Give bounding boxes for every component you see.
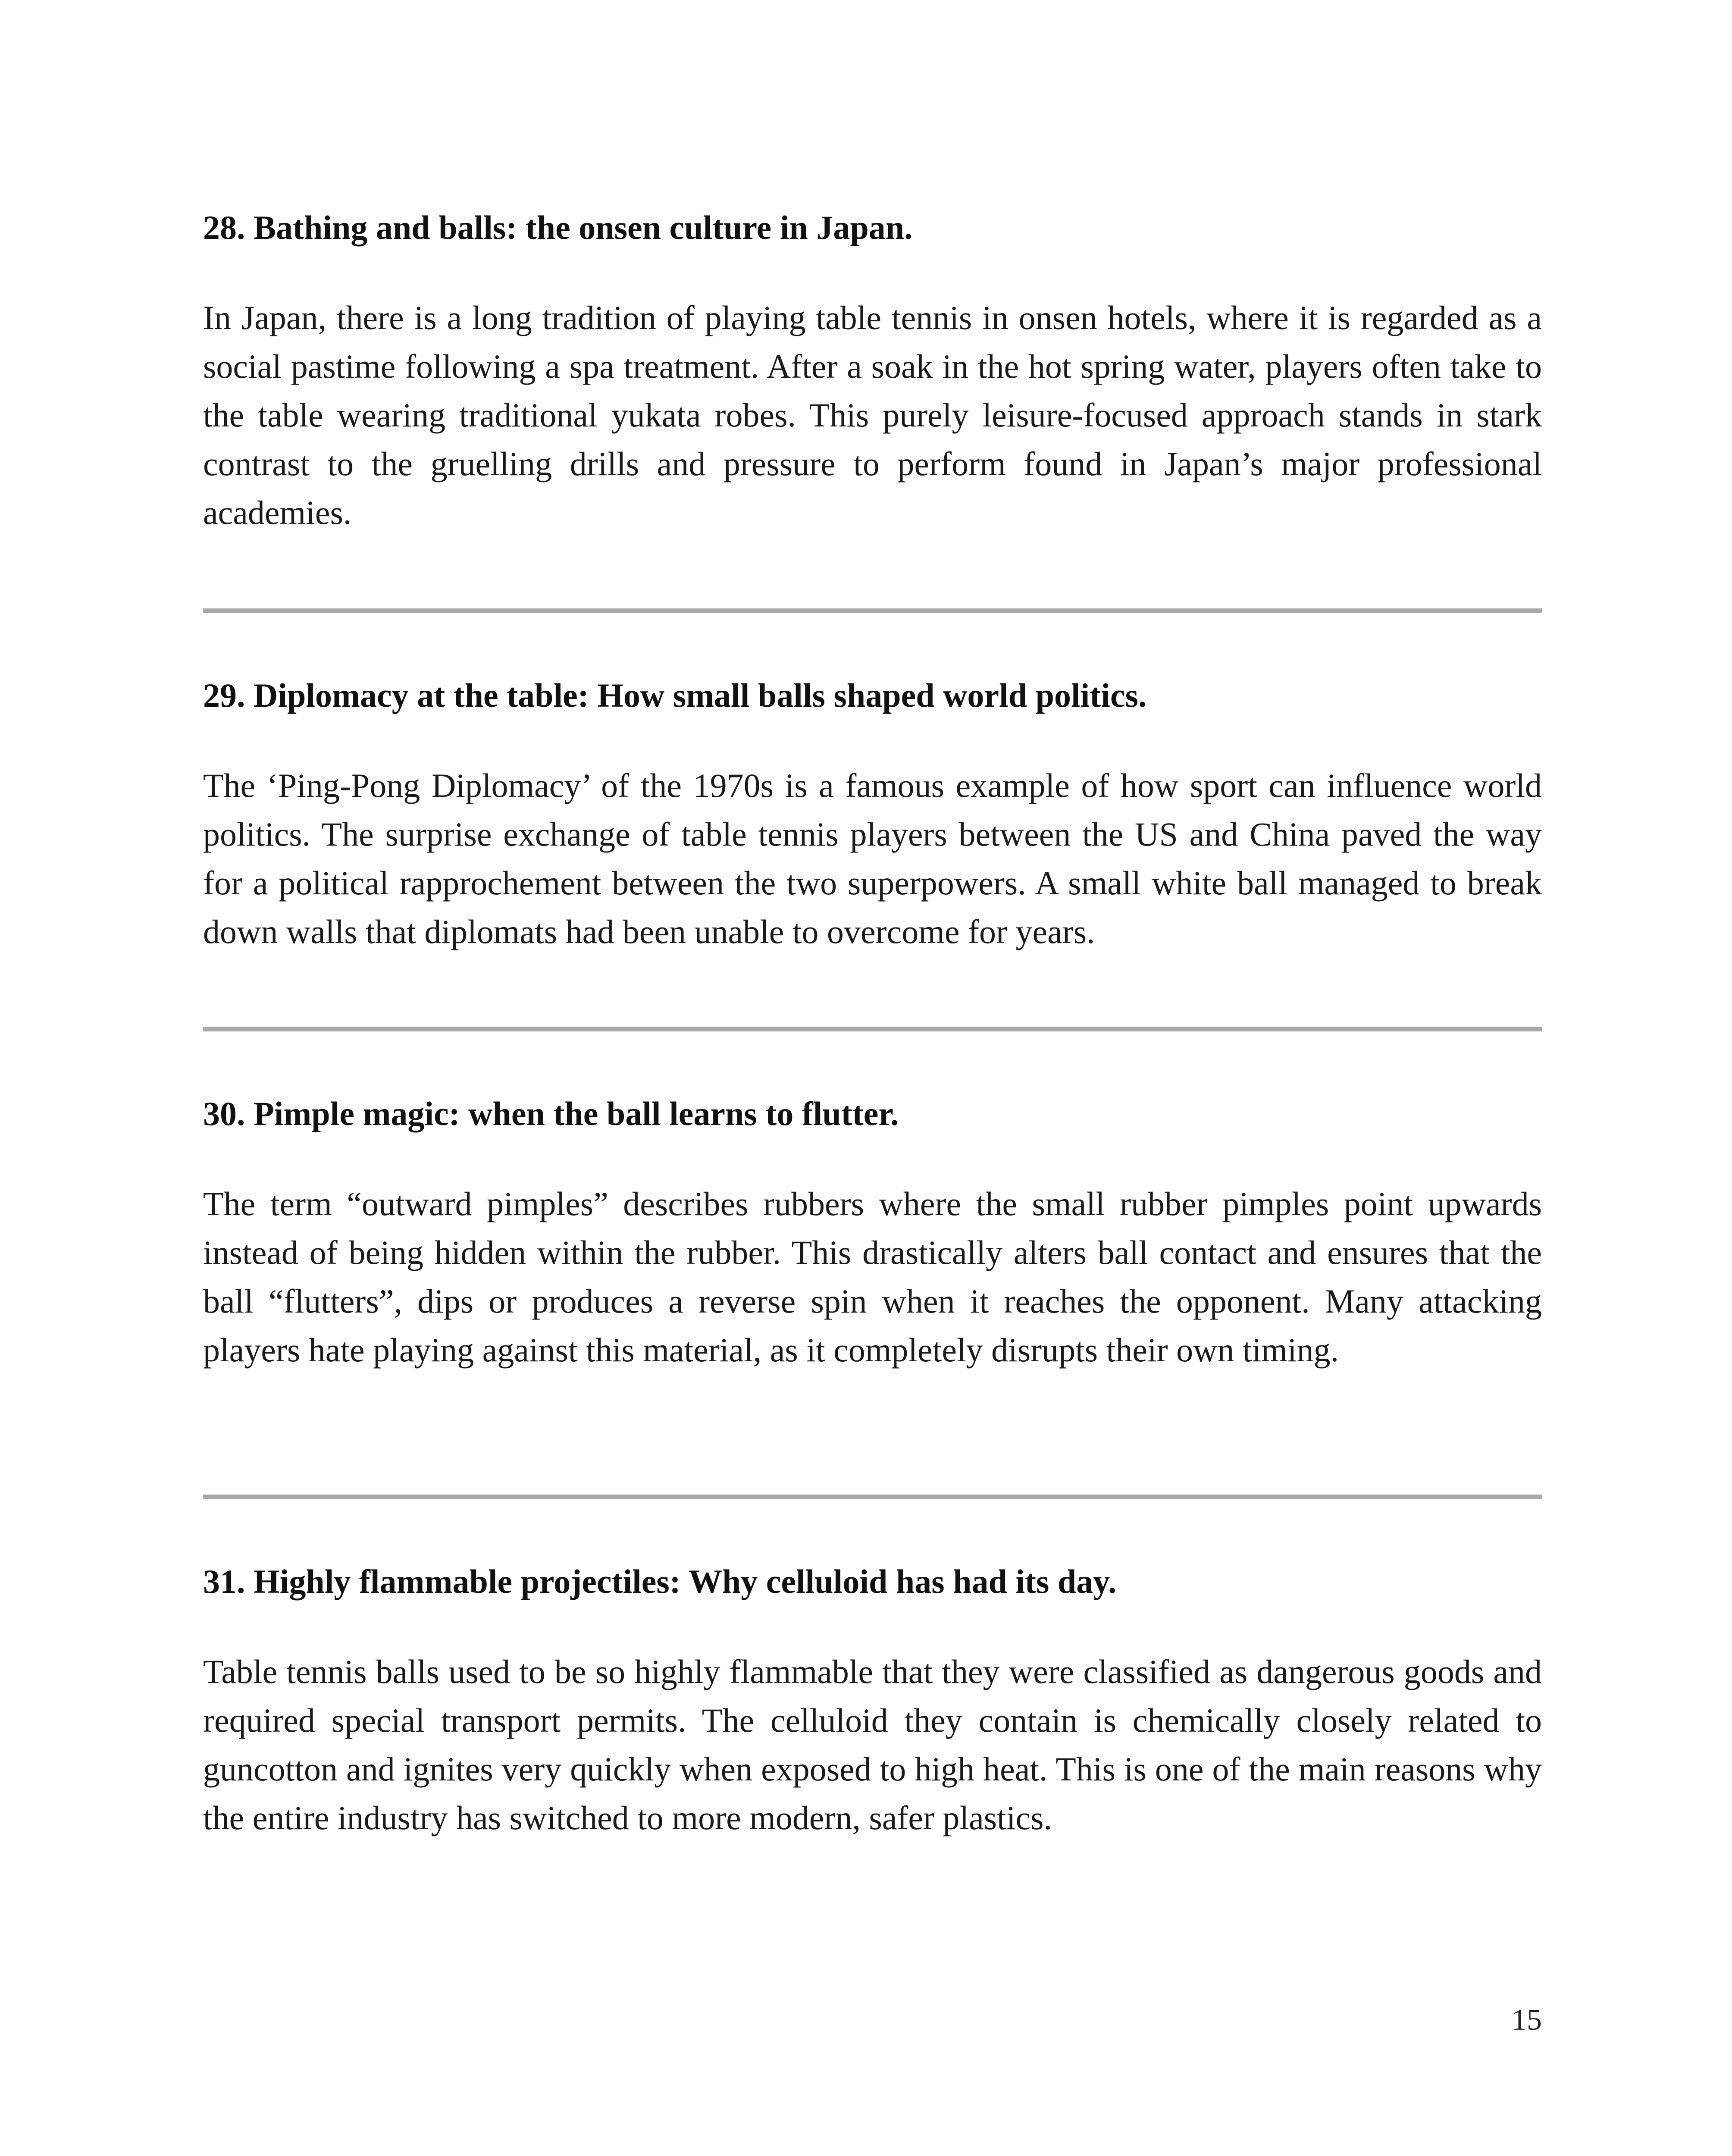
section-heading: 30. Pimple magic: when the ball learns to flutter. <box>203 1095 899 1132</box>
section-28 <box>203 206 1542 537</box>
section-heading: 28. Bathing and balls: the onsen culture in Japan. <box>203 209 913 246</box>
section-30 <box>203 1092 1542 1374</box>
section-body: Table tennis balls used to be so highly flammable that they were classified as dangerous goods and required special transport permits. The celluloid they contain is chemically closely related to guncotton and ignites very quickly when exposed to high heat. This is one of the main reasons why the entire industry has switched to more modern, safer plastics. <box>203 1653 1542 1836</box>
section-31 <box>203 1560 1542 1842</box>
section-body: The term “outward pimples” describes rubbers where the small rubber pimples point upwards instead of being hidden within the rubber. This drastically alters ball contact and ensures that the ball “flutters”, dips or produces a reverse spin when it reaches the opponent. Many attacking players hate playing against this material, as it completely disrupts their own timing. <box>203 1185 1542 1369</box>
page-number: 15 <box>1512 2003 1542 2037</box>
section-divider <box>203 608 1542 613</box>
section-divider <box>203 1495 1542 1499</box>
section-divider <box>203 1027 1542 1031</box>
section-heading: 29. Diplomacy at the table: How small balls shaped world politics. <box>203 677 1147 714</box>
section-body: In Japan, there is a long tradition of playing table tennis in onsen hotels, where it is regarded as a social pastime following a spa treatment. After a soak in the hot spring water, players often take to the table wearing traditional yukata robes. This purely leisure-focused approach stands in stark contrast to the gruelling drills and pressure to perform found in Japan’s major professional academies. <box>203 299 1542 531</box>
section-29 <box>203 674 1542 956</box>
section-body: The ‘Ping-Pong Diplomacy’ of the 1970s is a famous example of how sport can influence world politics. The surprise exchange of table tennis players between the US and China paved the way for a political rapprochement between the two superpowers. A small white ball managed to break down walls that diplomats had been unable to overcome for years. <box>203 767 1542 950</box>
section-heading: 31. Highly flammable projectiles: Why celluloid has had its day. <box>203 1563 1117 1600</box>
